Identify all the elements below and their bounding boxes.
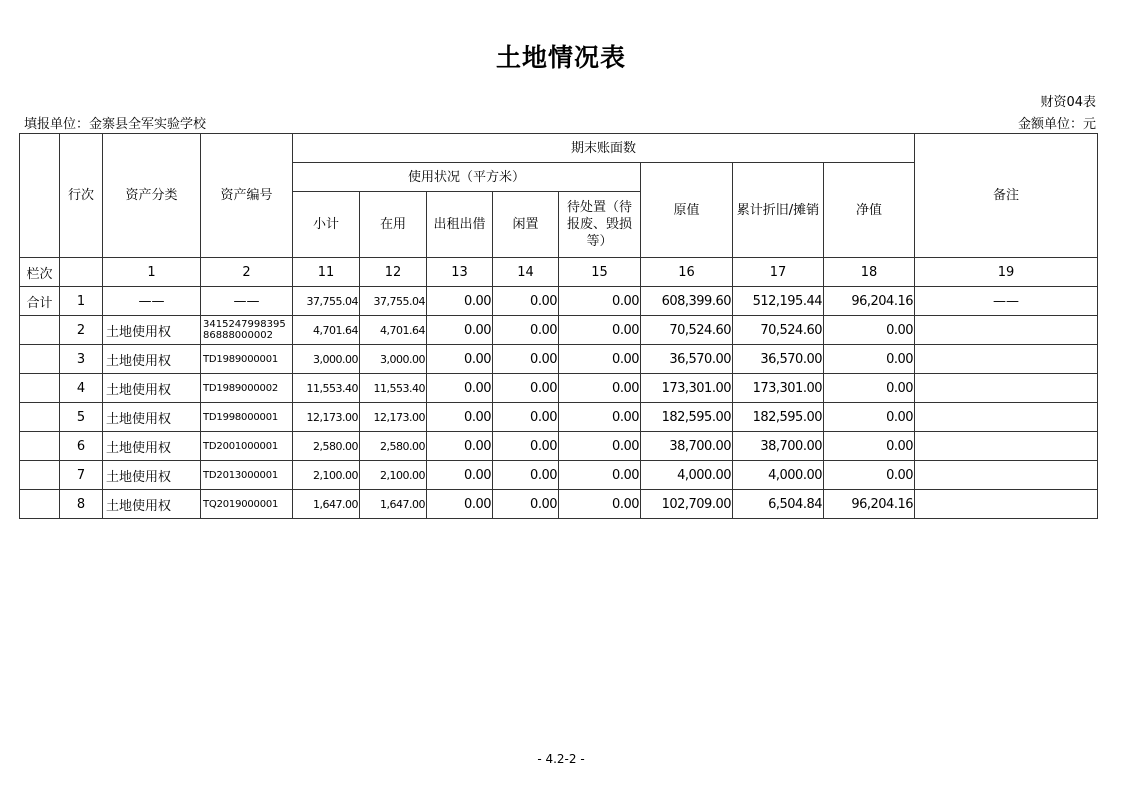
row-label-empty [20, 403, 60, 432]
row-original: 102,709.00 [641, 490, 733, 519]
header-row-no: 行次 [60, 134, 103, 258]
row-code: TD2013000001 [201, 461, 293, 490]
row-no: 4 [60, 374, 103, 403]
header-corner [20, 134, 60, 258]
row-idle: 0.00 [493, 316, 559, 345]
header-depreciation: 累计折旧/摊销 [733, 163, 824, 258]
row-code: TD2001000001 [201, 432, 293, 461]
row-in-use: 2,580.00 [360, 432, 427, 461]
row-no: 5 [60, 403, 103, 432]
row-leased: 0.00 [427, 461, 493, 490]
column-number-empty [60, 258, 103, 287]
page-number: - 4.2-2 - [537, 752, 585, 766]
column-number: 12 [360, 258, 427, 287]
total-idle: 0.00 [493, 287, 559, 316]
column-number: 11 [293, 258, 360, 287]
row-category: 土地使用权 [103, 345, 201, 374]
total-in-use: 37,755.04 [360, 287, 427, 316]
row-original: 70,524.60 [641, 316, 733, 345]
row-code: TD1989000002 [201, 374, 293, 403]
header-code: 资产编号 [201, 134, 293, 258]
column-number: 1 [103, 258, 201, 287]
row-subtotal: 11,553.40 [293, 374, 360, 403]
row-label-empty [20, 316, 60, 345]
row-code: TQ2019000001 [201, 490, 293, 519]
total-leased: 0.00 [427, 287, 493, 316]
header-period-end: 期末账面数 [293, 134, 915, 163]
row-pending: 0.00 [559, 461, 641, 490]
header-category: 资产分类 [103, 134, 201, 258]
header-net: 净值 [824, 163, 915, 258]
header-row-1 [20, 134, 1098, 163]
row-original: 182,595.00 [641, 403, 733, 432]
total-pending: 0.00 [559, 287, 641, 316]
total-net: 96,204.16 [824, 287, 915, 316]
money-unit: 金额单位：元 [1017, 117, 1096, 132]
row-pending: 0.00 [559, 490, 641, 519]
row-category: 土地使用权 [103, 374, 201, 403]
row-no: 3 [60, 345, 103, 374]
total-row-no: 1 [60, 287, 103, 316]
row-pending: 0.00 [559, 432, 641, 461]
total-row [20, 287, 1098, 316]
row-pending: 0.00 [559, 345, 641, 374]
row-idle: 0.00 [493, 461, 559, 490]
row-no: 8 [60, 490, 103, 519]
row-idle: 0.00 [493, 374, 559, 403]
row-net: 0.00 [824, 432, 915, 461]
row-original: 36,570.00 [641, 345, 733, 374]
row-depreciation: 36,570.00 [733, 345, 824, 374]
row-net: 96,204.16 [824, 490, 915, 519]
column-number: 18 [824, 258, 915, 287]
column-number: 16 [641, 258, 733, 287]
total-label: 合计 [20, 287, 60, 316]
row-remarks [915, 345, 1098, 374]
column-number: 14 [493, 258, 559, 287]
row-in-use: 2,100.00 [360, 461, 427, 490]
row-net: 0.00 [824, 374, 915, 403]
row-depreciation: 182,595.00 [733, 403, 824, 432]
reporting-unit: 填报单位：金寨县全军实验学校 [24, 117, 207, 132]
table-row [20, 345, 1098, 374]
column-number-label: 栏次 [20, 258, 60, 287]
row-pending: 0.00 [559, 316, 641, 345]
column-number-row [20, 258, 1098, 287]
row-remarks [915, 461, 1098, 490]
row-label-empty [20, 432, 60, 461]
form-number: 财资04表 [1040, 95, 1096, 110]
table-row [20, 461, 1098, 490]
row-depreciation: 38,700.00 [733, 432, 824, 461]
row-no: 2 [60, 316, 103, 345]
row-category: 土地使用权 [103, 461, 201, 490]
row-in-use: 4,701.64 [360, 316, 427, 345]
column-number: 19 [915, 258, 1098, 287]
land-table [19, 133, 1098, 519]
row-leased: 0.00 [427, 345, 493, 374]
row-category: 土地使用权 [103, 403, 201, 432]
row-code: TD1998000001 [201, 403, 293, 432]
row-net: 0.00 [824, 403, 915, 432]
row-remarks [915, 432, 1098, 461]
row-in-use: 11,553.40 [360, 374, 427, 403]
row-leased: 0.00 [427, 374, 493, 403]
row-subtotal: 1,647.00 [293, 490, 360, 519]
row-no: 6 [60, 432, 103, 461]
column-number: 13 [427, 258, 493, 287]
row-original: 38,700.00 [641, 432, 733, 461]
table-row [20, 316, 1098, 345]
row-subtotal: 2,580.00 [293, 432, 360, 461]
row-remarks [915, 374, 1098, 403]
row-code-line1: 3415247998395 [203, 319, 286, 330]
total-depreciation: 512,195.44 [733, 287, 824, 316]
total-remarks: —— [915, 287, 1098, 316]
total-category: —— [103, 287, 201, 316]
row-in-use: 12,173.00 [360, 403, 427, 432]
row-idle: 0.00 [493, 345, 559, 374]
row-net: 0.00 [824, 461, 915, 490]
row-remarks [915, 316, 1098, 345]
row-subtotal: 2,100.00 [293, 461, 360, 490]
row-original: 173,301.00 [641, 374, 733, 403]
total-code: —— [201, 287, 293, 316]
row-no: 7 [60, 461, 103, 490]
row-idle: 0.00 [493, 490, 559, 519]
total-original: 608,399.60 [641, 287, 733, 316]
header-subtotal: 小计 [293, 192, 360, 258]
row-subtotal: 4,701.64 [293, 316, 360, 345]
row-subtotal: 3,000.00 [293, 345, 360, 374]
row-depreciation: 70,524.60 [733, 316, 824, 345]
column-number: 17 [733, 258, 824, 287]
header-leased: 出租出借 [427, 192, 493, 258]
row-label-empty [20, 461, 60, 490]
row-remarks [915, 490, 1098, 519]
row-pending: 0.00 [559, 374, 641, 403]
header-in-use: 在用 [360, 192, 427, 258]
row-depreciation: 4,000.00 [733, 461, 824, 490]
total-subtotal: 37,755.04 [293, 287, 360, 316]
column-number: 2 [201, 258, 293, 287]
row-net: 0.00 [824, 345, 915, 374]
row-leased: 0.00 [427, 490, 493, 519]
row-in-use: 1,647.00 [360, 490, 427, 519]
row-code [201, 316, 293, 345]
header-idle: 闲置 [493, 192, 559, 258]
row-leased: 0.00 [427, 316, 493, 345]
row-label-empty [20, 345, 60, 374]
row-category: 土地使用权 [103, 490, 201, 519]
row-subtotal: 12,173.00 [293, 403, 360, 432]
row-category: 土地使用权 [103, 316, 201, 345]
row-original: 4,000.00 [641, 461, 733, 490]
row-net: 0.00 [824, 316, 915, 345]
header-original: 原值 [641, 163, 733, 258]
page-title: 土地情况表 [495, 43, 626, 72]
row-depreciation: 6,504.84 [733, 490, 824, 519]
header-usage: 使用状况（平方米） [293, 163, 641, 192]
row-idle: 0.00 [493, 403, 559, 432]
row-depreciation: 173,301.00 [733, 374, 824, 403]
row-remarks [915, 403, 1098, 432]
row-code-line2: 86888000002 [203, 330, 273, 341]
header-pending: 待处置（待报废、毁损等） [559, 192, 641, 258]
column-number: 15 [559, 258, 641, 287]
row-in-use: 3,000.00 [360, 345, 427, 374]
row-label-empty [20, 490, 60, 519]
table-row [20, 403, 1098, 432]
header-remarks: 备注 [915, 134, 1098, 258]
table-row [20, 374, 1098, 403]
row-category: 土地使用权 [103, 432, 201, 461]
row-idle: 0.00 [493, 432, 559, 461]
table-row [20, 490, 1098, 519]
row-leased: 0.00 [427, 403, 493, 432]
row-leased: 0.00 [427, 432, 493, 461]
row-code: TD1989000001 [201, 345, 293, 374]
row-label-empty [20, 374, 60, 403]
row-pending: 0.00 [559, 403, 641, 432]
table-row [20, 432, 1098, 461]
